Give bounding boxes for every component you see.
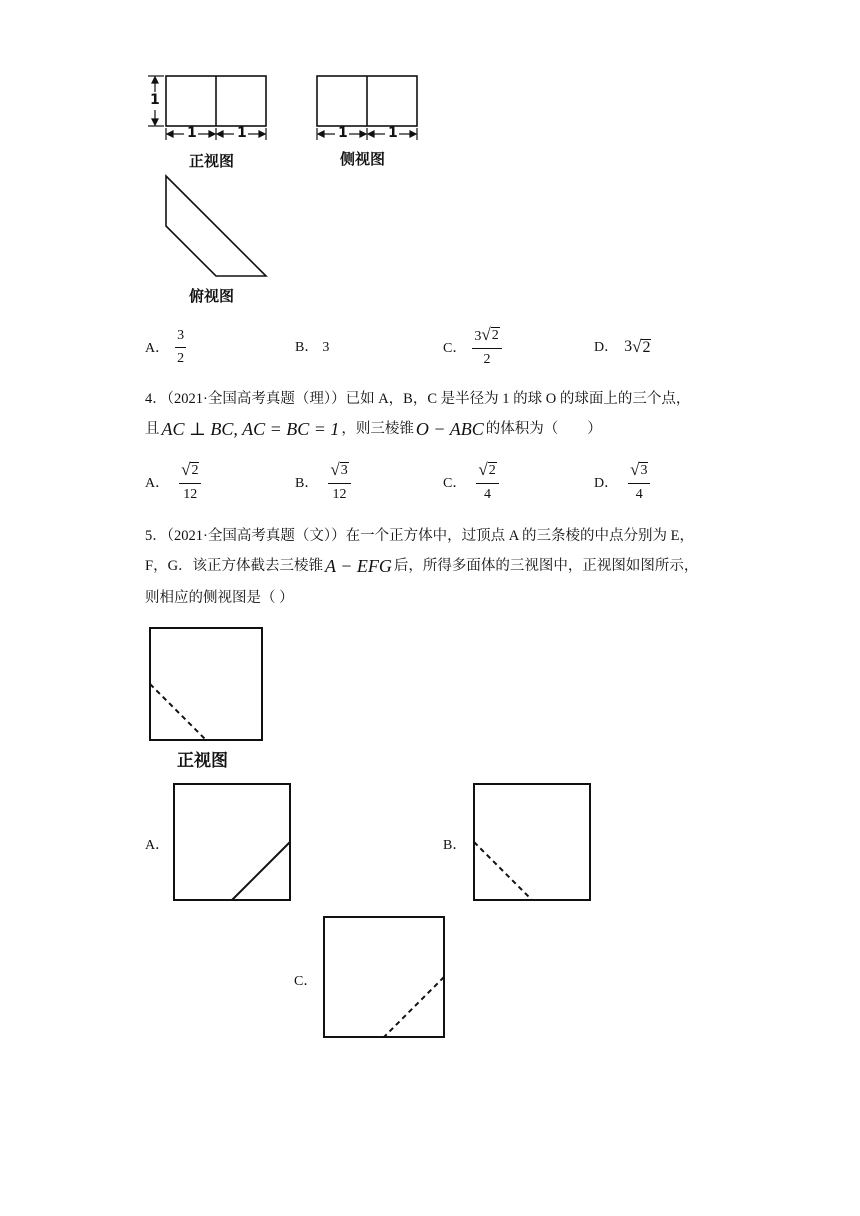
option-value: 3: [322, 340, 330, 355]
option-letter: D．: [594, 476, 619, 491]
math-expression: AC ⊥ BC, AC = BC = 1: [161, 419, 340, 439]
front-dim-label-left: 1: [187, 125, 197, 141]
q5-option-a-figure[interactable]: [172, 782, 292, 902]
q5-front-view-label: 正视图: [177, 751, 228, 771]
side-width-dimension: [317, 128, 417, 140]
fraction: [179, 461, 201, 504]
q5-option-b-figure[interactable]: [472, 782, 592, 902]
front-view-label: 正视图: [189, 152, 235, 170]
numerator: 3 √ 2: [472, 326, 501, 349]
q5-line-3: 则相应的侧视图是（ ）: [145, 590, 294, 606]
fraction: [628, 461, 650, 504]
side-dim-label-left: 1: [338, 125, 348, 141]
fraction: [472, 326, 501, 369]
option-letter: C．: [443, 476, 467, 491]
math-expression: O − ABC: [415, 419, 484, 439]
side-view-drawing: [317, 76, 417, 126]
coefficient: 3: [624, 338, 633, 355]
option-letter: A．: [145, 341, 170, 356]
sqrt: √ 2: [632, 337, 651, 356]
option-letter: A．: [145, 476, 170, 491]
q5-front-view-figure: [148, 626, 266, 744]
height-dim-label: 1: [150, 92, 160, 108]
denominator: 4: [635, 486, 643, 502]
fraction: [328, 461, 350, 504]
numerator: √ 2: [476, 461, 498, 484]
q3-option-c[interactable]: [443, 326, 502, 368]
q5-option-c-letter[interactable]: C．: [294, 974, 318, 989]
top-view-drawing: [166, 176, 266, 276]
q5-option-b-letter[interactable]: B．: [443, 838, 467, 853]
denominator: 2: [177, 350, 185, 366]
front-view-drawing: [166, 76, 266, 126]
q4-option-a[interactable]: [145, 460, 201, 504]
option-letter: B．: [295, 476, 319, 491]
q5-option-a-letter[interactable]: A．: [145, 838, 170, 853]
q4-option-c[interactable]: [443, 460, 499, 504]
denominator: 12: [332, 486, 347, 502]
q3-option-b[interactable]: [295, 336, 329, 356]
q3-option-a[interactable]: [145, 326, 186, 368]
fraction: [476, 461, 498, 504]
denominator: 12: [183, 486, 198, 502]
math-expression: A − EFG: [325, 556, 392, 576]
q5-line-2: F，G．该正方体截去三棱锥 A − EFG 后，所得多面体的三视图中，正视图如图所示，: [145, 556, 699, 576]
numerator: √ 3: [628, 461, 650, 484]
q4-option-d[interactable]: [594, 460, 650, 504]
option-letter: C．: [443, 341, 467, 356]
side-dim-label-right: 1: [388, 125, 398, 141]
front-dim-label-right: 1: [237, 125, 247, 141]
q4-option-b[interactable]: [295, 460, 351, 504]
top-view-label: 俯视图: [189, 287, 235, 305]
numerator: √ 2: [179, 461, 201, 484]
front-width-dimension: [166, 128, 266, 140]
q4-line-2: 且 AC ⊥ BC, AC = BC = 1 ，则三棱锥 O − ABC 的体积为（ ）: [145, 419, 602, 439]
denominator: 2: [483, 351, 491, 367]
numerator: 3: [175, 327, 186, 348]
fraction: [175, 327, 186, 368]
q3-option-d[interactable]: [594, 336, 651, 356]
q4-line-1: 4．（2021·全国高考真题（理））已如 A，B，C 是半径为 1 的球 O 的球面上的三个点，: [145, 391, 691, 407]
denominator: 4: [484, 486, 492, 502]
numerator: √ 3: [328, 461, 350, 484]
q5-line-1: 5．（2021·全国高考真题（文））在一个正方体中，过顶点 A 的三条棱的中点分别为 E，: [145, 528, 694, 544]
option-letter: D．: [594, 340, 619, 355]
q3-three-view-figure: [140, 70, 440, 310]
q5-option-c-figure[interactable]: [322, 915, 446, 1039]
option-letter: B．: [295, 340, 319, 355]
side-view-label: 侧视图: [340, 150, 386, 168]
